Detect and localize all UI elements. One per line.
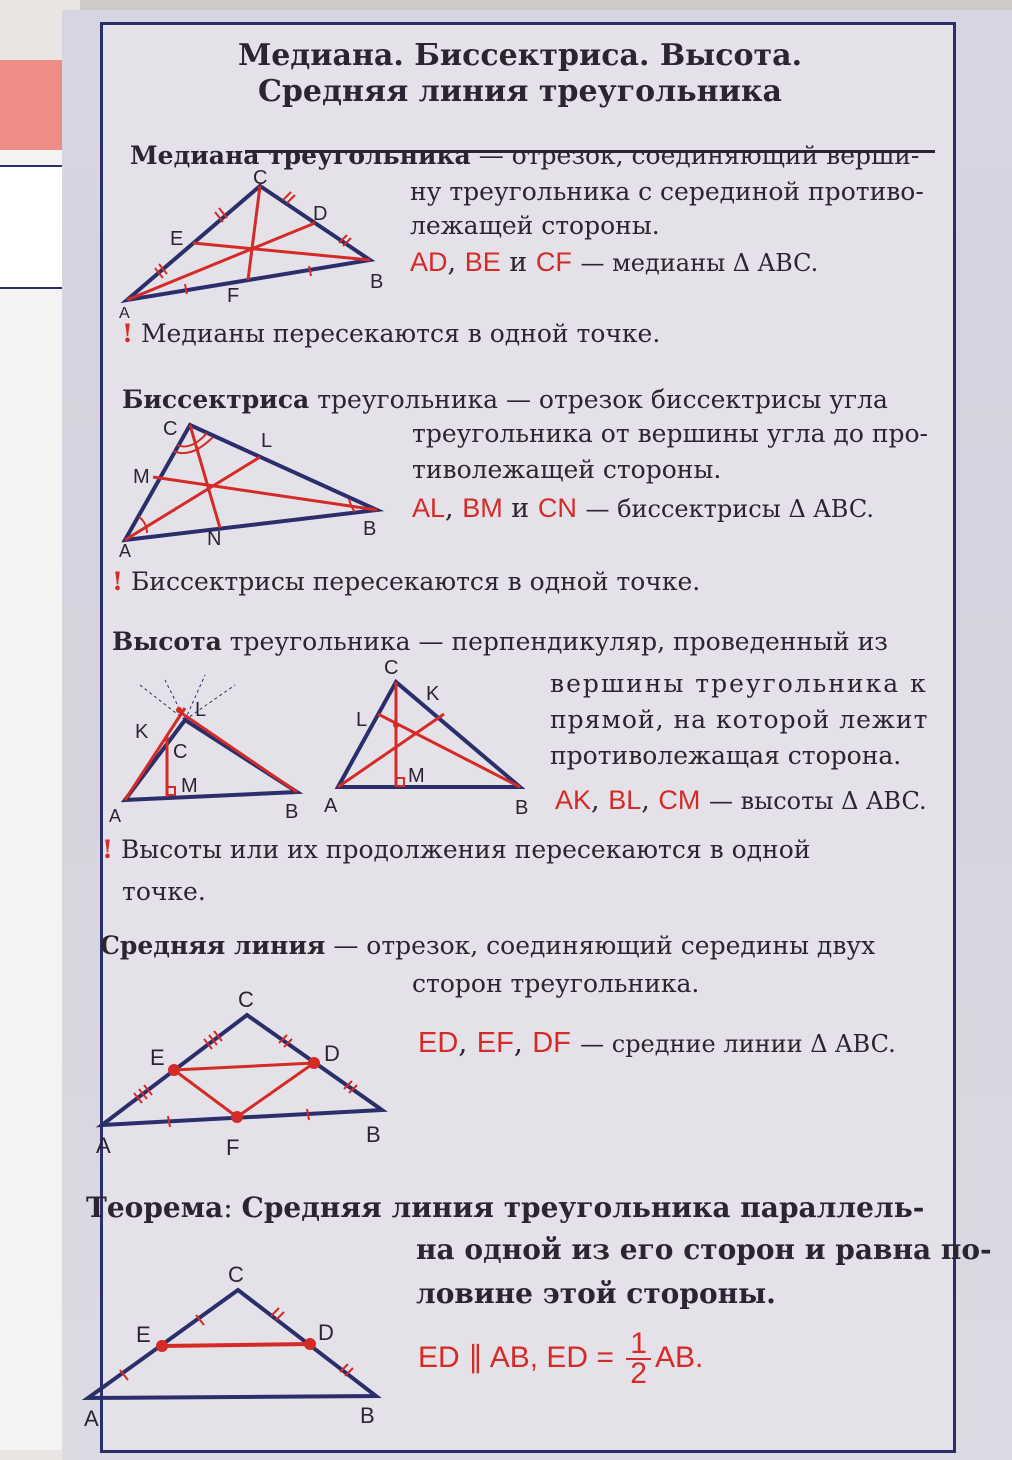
median-def-3: лежащей стороны.: [410, 211, 660, 240]
bisector-name-al: AL: [412, 493, 446, 523]
median-note-exclamation-icon: !: [122, 319, 133, 348]
theorem-formula: [418, 1327, 704, 1390]
altitude-name-bl: BL: [608, 785, 642, 815]
theorem-formula-right: AB.: [654, 1340, 704, 1374]
midline-label-d: D: [324, 1041, 340, 1066]
bisector-note: [112, 566, 700, 598]
altitude-obtuse-label-m: M: [181, 775, 198, 797]
altitude-name-ak: AK: [555, 785, 592, 815]
bisector-figure: [115, 415, 395, 560]
altitude-sep-2: ,: [641, 785, 659, 816]
bisector-name-bm: BM: [462, 493, 503, 523]
midline-name-df: DF: [532, 1027, 571, 1059]
midline-figure: [92, 985, 402, 1160]
theorem-text-1: Средняя линия треугольника параллель-: [241, 1191, 925, 1224]
theorem-fraction: [626, 1327, 651, 1390]
altitude-acute-ak: [338, 714, 444, 787]
median-def-1: — отрезок, соединяющий верши-: [470, 141, 920, 170]
bisector-cn: [190, 425, 220, 528]
median-caption-text: — медианы Δ ABC.: [580, 249, 819, 277]
midline-name-ef: EF: [476, 1027, 514, 1059]
bisector-note-exclamation-icon: !: [112, 567, 123, 596]
midline-inner-triangle: [174, 1063, 314, 1117]
bisector-sep-1: ,: [445, 493, 463, 524]
median-note: [122, 318, 660, 350]
midline-point-e: [168, 1064, 180, 1076]
bisector-note-text: Биссектрисы пересекаются в одной точке.: [130, 567, 701, 596]
altitude-note-line-1: [102, 834, 810, 866]
bisector-label-m: M: [133, 466, 150, 488]
theorem-fraction-numerator: 1: [626, 1330, 651, 1360]
median-sep-1: ,: [447, 247, 465, 278]
midline-def-2: сторон треугольника.: [412, 969, 700, 998]
altitude-note-text-2: точке.: [122, 877, 206, 906]
midline-triangle: [102, 1015, 382, 1125]
median-cf: [248, 186, 260, 280]
theorem-point-e: [156, 1340, 168, 1352]
altitude-obtuse-label-a: A: [109, 806, 122, 826]
bisector-name-cn: CN: [537, 493, 577, 523]
altitude-def-3: прямой, на которой лежит: [550, 705, 929, 734]
midline-label-a: A: [96, 1133, 111, 1158]
altitude-acute-label-c: C: [384, 657, 399, 679]
bisector-definition-line-1: [122, 384, 952, 416]
altitude-def-4: противолежащая сторона.: [550, 741, 902, 770]
theorem-figure: [78, 1258, 388, 1433]
bisector-def-2: треугольника от вершины угла до про-: [412, 419, 928, 448]
title-line-2: Средняя линия треугольника: [258, 74, 782, 109]
median-label-a: A: [119, 305, 130, 322]
altitude-sep-1: ,: [591, 785, 609, 816]
altitude-def-1: треугольника — перпендикуляр, проведенный из: [221, 627, 888, 656]
median-sep-2: и: [500, 247, 536, 278]
bisector-label-a: A: [119, 541, 132, 561]
median-note-text: Медианы пересекаются в одной точке.: [140, 319, 661, 348]
altitude-obtuse-label-c: C: [173, 741, 188, 763]
midline-caption: [418, 1026, 896, 1060]
bisector-label-n: N: [207, 528, 222, 550]
altitude-obtuse-extensions: [140, 675, 235, 720]
altitude-acute-label-a: A: [324, 795, 338, 817]
median-ad: [127, 223, 315, 300]
theorem-fraction-denominator: 2: [630, 1357, 647, 1390]
theorem-line-1: [86, 1190, 966, 1226]
altitude-acute-label-l: L: [356, 709, 368, 731]
bisector-term: Биссектриса: [122, 385, 310, 414]
theorem-midline: [162, 1344, 310, 1346]
altitude-name-cm: CM: [658, 785, 701, 815]
altitude-figure-obtuse: [105, 660, 315, 825]
median-name-ad: AD: [410, 247, 448, 277]
median-label-f: F: [227, 285, 240, 307]
bisector-label-l: L: [261, 430, 273, 452]
altitude-acute-label-b: B: [515, 797, 529, 819]
median-label-c: C: [253, 167, 268, 189]
altitude-obtuse-label-b: B: [285, 801, 299, 823]
bisector-sep-2: и: [502, 493, 538, 524]
theorem-term: Теорема: [86, 1191, 224, 1224]
midline-name-ed: ED: [418, 1027, 459, 1059]
bisector-def-3: тиволежащей стороны.: [412, 455, 722, 484]
midline-caption-text: — средние линии Δ ABC.: [580, 1030, 896, 1058]
page-title: [180, 38, 860, 110]
altitude-caption-text: — высоты Δ ABC.: [709, 787, 927, 815]
median-term: Медиана треугольника: [130, 141, 471, 170]
theorem-label-c: C: [228, 1262, 244, 1287]
theorem-point-d: [304, 1338, 316, 1350]
altitude-obtuse-label-l: L: [195, 699, 207, 721]
midline-definition-line-1: [100, 930, 960, 962]
midline-point-f: [231, 1111, 243, 1123]
theorem-text-2: на одной из его сторон и равна по-: [416, 1233, 992, 1266]
median-caption: [410, 246, 818, 279]
median-name-be: BE: [464, 247, 501, 277]
median-label-d: D: [313, 203, 328, 225]
median-label-b: B: [370, 271, 384, 293]
altitude-caption: [555, 784, 927, 817]
median-label-e: E: [170, 228, 184, 250]
midline-label-f: F: [226, 1135, 240, 1160]
altitude-obtuse-orthocenter: [176, 707, 182, 713]
altitude-note-exclamation-icon: !: [102, 835, 113, 864]
theorem-colon: :: [223, 1191, 242, 1224]
bisector-triangle: [125, 425, 377, 540]
midline-point-d: [308, 1057, 320, 1069]
midline-term: Средняя линия: [100, 931, 326, 960]
theorem-text-3: ловине этой стороны.: [416, 1277, 776, 1310]
altitude-note-text-1: Высоты или их продолжения пересекаются в одной: [120, 835, 811, 864]
altitude-acute-label-m: M: [408, 765, 425, 787]
altitude-obtuse-label-k: K: [135, 721, 149, 743]
altitude-term: Высота: [112, 627, 222, 656]
bisector-caption: [412, 492, 874, 525]
theorem-label-b: B: [360, 1403, 375, 1428]
median-triangle: [127, 186, 370, 300]
midline-label-c: C: [238, 987, 254, 1012]
theorem-formula-left: ED ∥ AB, ED =: [418, 1340, 623, 1374]
altitude-acute-label-k: K: [426, 683, 440, 705]
midline-def-1: — отрезок, соединяющий середины двух: [325, 931, 876, 960]
median-name-cf: CF: [535, 247, 572, 277]
midline-sep-2: ,: [513, 1025, 533, 1059]
title-line-1: Медиана. Биссектриса. Высота.: [237, 38, 803, 73]
theorem-label-a: A: [84, 1406, 99, 1431]
adjacent-page-frame: [0, 165, 67, 289]
altitude-figure-acute: [320, 652, 540, 817]
midline-label-b: B: [366, 1122, 381, 1147]
median-figure: [115, 167, 395, 322]
altitude-acute-orthocenter: [393, 722, 399, 728]
bisector-def-1: треугольника — отрезок биссектрисы угла: [309, 385, 888, 414]
median-def-2: ну треугольника с серединой противо-: [410, 177, 924, 206]
theorem-label-d: D: [318, 1320, 334, 1345]
midline-sep-1: ,: [458, 1025, 477, 1059]
bisector-caption-text: — биссектрисы Δ ABC.: [585, 495, 874, 523]
theorem-label-e: E: [136, 1322, 151, 1347]
bisector-label-c: C: [163, 418, 178, 440]
midline-label-e: E: [150, 1045, 165, 1070]
altitude-def-2: вершины треугольника к: [550, 669, 928, 698]
bisector-label-b: B: [363, 518, 377, 540]
